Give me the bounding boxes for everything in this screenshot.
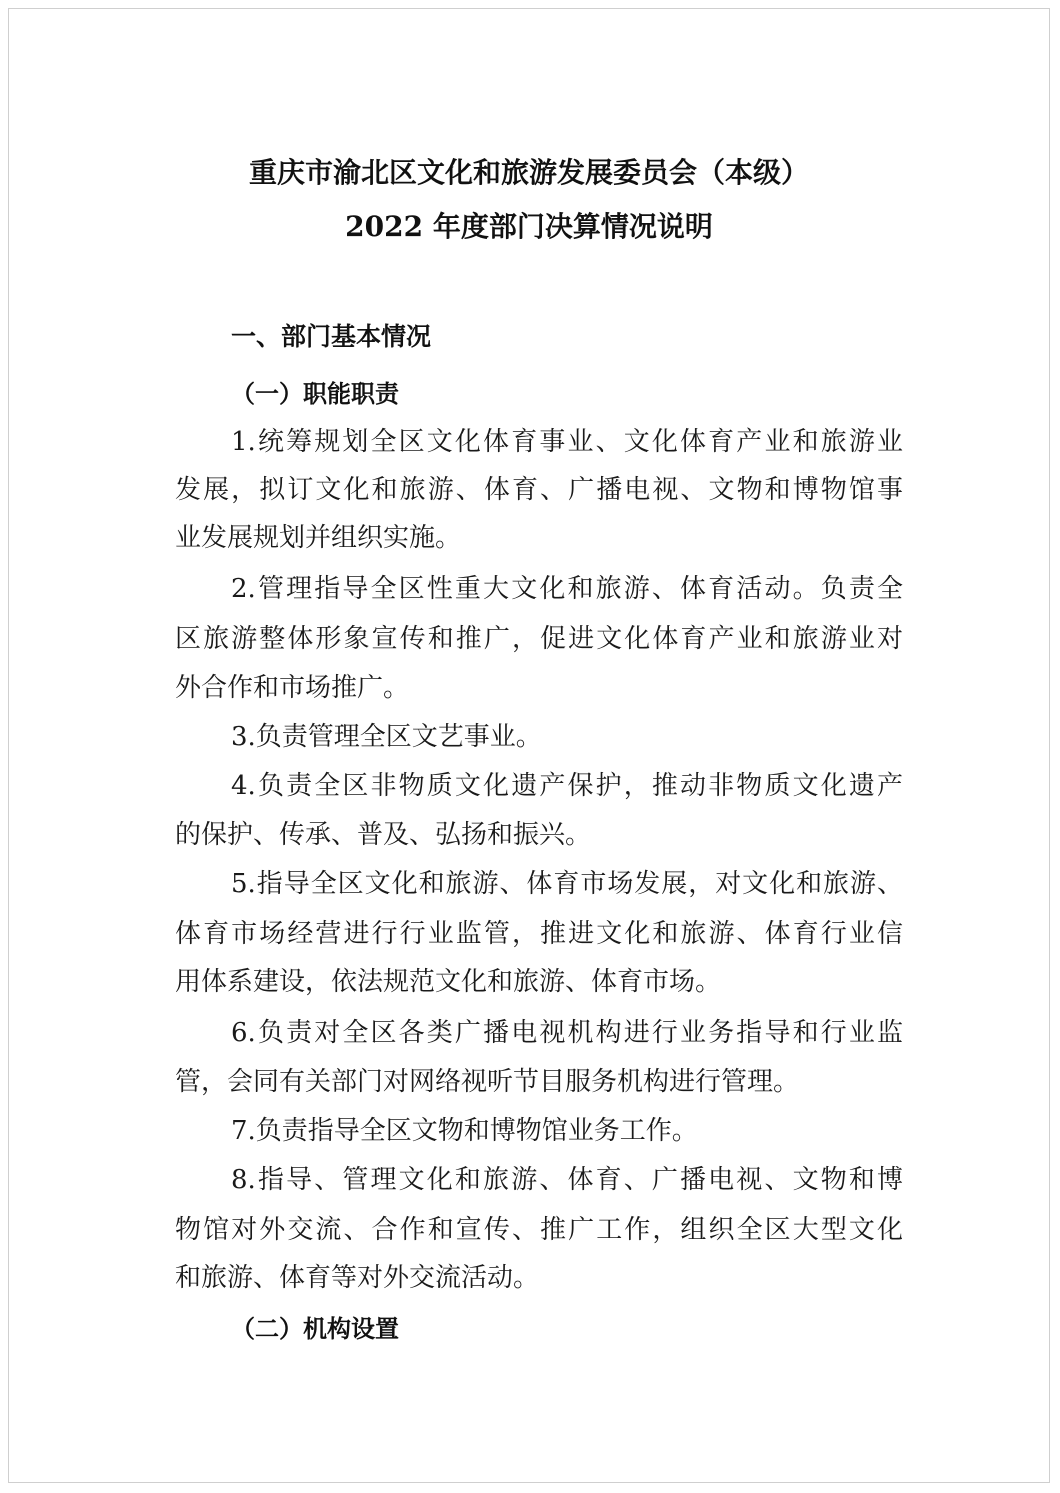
paragraph-line: 6.负责对全区各类广播电视机构进行业务指导和行业监 — [231, 1018, 903, 1048]
paragraph-line: 的保护、传承、普及、弘扬和振兴。 — [175, 820, 592, 850]
document-title-line-1: 重庆市渝北区文化和旅游发展委员会（本级） — [248, 156, 809, 189]
paragraph-line: 区旅游整体形象宣传和推广，促进文化体育产业和旅游业对 — [175, 624, 903, 654]
paragraph-line: 发展，拟订文化和旅游、体育、广播电视、文物和博物馆事 — [175, 475, 903, 505]
paragraph-line: 5.指导全区文化和旅游、体育市场发展，对文化和旅游、 — [231, 869, 903, 899]
document-title-line-2: 2022 年度部门决算情况说明 — [345, 210, 713, 243]
paragraph-line: 管，会同有关部门对网络视听节目服务机构进行管理。 — [175, 1067, 800, 1097]
subheading-organization: （二）机构设置 — [231, 1314, 399, 1343]
paragraph-line: 3.负责管理全区文艺事业。 — [231, 722, 542, 752]
paragraph-line: 外合作和市场推广。 — [175, 673, 410, 703]
paragraph-line: 体育市场经营进行行业监管，推进文化和旅游、体育行业信 — [175, 919, 903, 949]
paragraph-line: 物馆对外交流、合作和宣传、推广工作，组织全区大型文化 — [175, 1215, 903, 1245]
paragraph-line: 8.指导、管理文化和旅游、体育、广播电视、文物和博 — [231, 1165, 903, 1195]
paragraph-line: 7.负责指导全区文物和博物馆业务工作。 — [231, 1116, 698, 1146]
paragraph-line: 和旅游、体育等对外交流活动。 — [175, 1263, 540, 1293]
paragraph-line: 4.负责全区非物质文化遗产保护，推动非物质文化遗产 — [231, 771, 903, 801]
paragraph-line: 1.统筹规划全区文化体育事业、文化体育产业和旅游业 — [231, 427, 903, 457]
paragraph-line: 业发展规划并组织实施。 — [175, 523, 462, 553]
subheading-functions: （一）职能职责 — [231, 379, 399, 408]
document-page — [8, 8, 1050, 1483]
paragraph-line: 2.管理指导全区性重大文化和旅游、体育活动。负责全 — [231, 574, 903, 604]
section-heading-basic-info: 一、部门基本情况 — [231, 322, 432, 351]
paragraph-line: 用体系建设，依法规范文化和旅游、体育市场。 — [175, 967, 722, 997]
